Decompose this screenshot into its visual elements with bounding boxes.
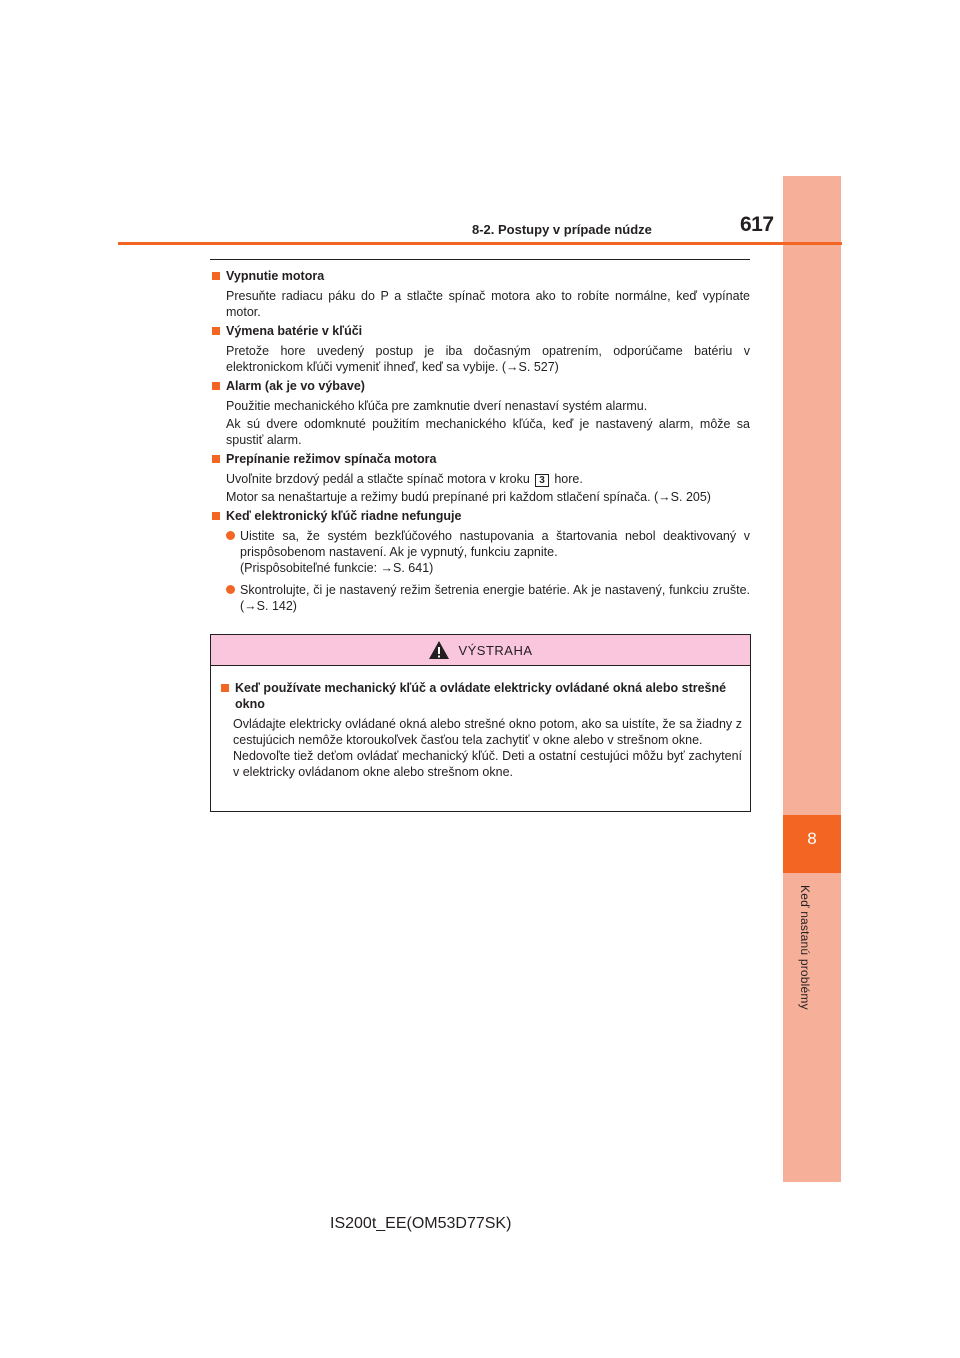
round-bullet-icon bbox=[226, 585, 235, 594]
section-text: Presuňte radiacu páku do P a stlačte spínač motora ako to robíte normálne, keď vypínate motor. bbox=[226, 289, 750, 319]
list-item: Uistite sa, že systém bezkľúčového nastupovania a štartovania nebol deaktivovaný v prispôsobenom nastavení. Ak je vypnutý, funkciu zapnite. (Prispôsobiteľné funkcie: →S. 641) bbox=[226, 528, 750, 576]
square-bullet-icon bbox=[221, 684, 229, 692]
section-text: Uvoľnite brzdový pedál a stlačte spínač motora v kroku 3 hore. bbox=[226, 472, 583, 486]
section-key-malfunction bbox=[210, 508, 750, 614]
content bbox=[210, 268, 750, 620]
step-reference: 3 bbox=[535, 474, 549, 487]
section-key-battery bbox=[210, 323, 750, 375]
content-rule bbox=[210, 259, 750, 260]
list-item: Skontrolujte, či je nastavený režim šetrenia energie batérie. Ak je nastavený, funkciu zrušte. (→S. 142) bbox=[226, 582, 750, 614]
section-engine-off bbox=[210, 268, 750, 320]
square-bullet-icon bbox=[212, 512, 220, 520]
section-heading: Keď elektronický kľúč riadne nefunguje bbox=[210, 508, 750, 524]
warning-title: VÝSTRAHA bbox=[458, 642, 533, 658]
side-tab bbox=[783, 176, 841, 1182]
square-bullet-icon bbox=[212, 455, 220, 463]
chapter-number: 8 bbox=[807, 829, 817, 848]
section-heading: Vypnutie motora bbox=[210, 268, 750, 284]
warning-box bbox=[210, 634, 751, 812]
warning-text: Nedovoľte tiež deťom ovládať mechanický kľúč. Deti a ostatní cestujúci môžu byť zachytení v elektricky ovládanom okne alebo strešnom okne. bbox=[233, 749, 742, 779]
square-bullet-icon bbox=[212, 382, 220, 390]
section-switch-modes bbox=[210, 451, 750, 505]
section-text: Pretože hore uvedený postup je iba dočasným opatrením, odporúčame batériu v elektronickom kľúči vymeniť ihneď, keď sa vybije. (→S. 527) bbox=[226, 344, 750, 374]
section-heading: Výmena batérie v kľúči bbox=[210, 323, 750, 339]
section-text: Ak sú dvere odomknuté použitím mechanického kľúča, keď je nastavený alarm, môže sa spustiť alarm. bbox=[226, 417, 750, 447]
warning-text: Ovládajte elektricky ovládané okná alebo strešné okno potom, ako sa uistíte, že sa žiadny z cestujúcich nemôže ktoroukoľvek časťou tela zachytiť v okne alebo v strešnom okne. bbox=[233, 717, 742, 747]
section-alarm bbox=[210, 378, 750, 448]
round-bullet-icon bbox=[226, 531, 235, 540]
warning-body bbox=[211, 666, 750, 780]
page-number: 617 bbox=[740, 213, 774, 236]
header-rule bbox=[118, 242, 842, 245]
section-text: Použitie mechanického kľúča pre zamknutie dverí nenastaví systém alarmu. bbox=[226, 399, 648, 413]
footer-code: IS200t_EE(OM53D77SK) bbox=[330, 1215, 512, 1232]
chapter-label: Keď nastanú problémy bbox=[798, 885, 812, 1010]
warning-header bbox=[211, 635, 750, 666]
section-text: Motor sa nenaštartuje a režimy budú prepínané pri každom stlačení spínača. (→S. 205) bbox=[226, 490, 711, 504]
square-bullet-icon bbox=[212, 327, 220, 335]
square-bullet-icon bbox=[212, 272, 220, 280]
header-title: 8-2. Postupy v prípade núdze bbox=[472, 222, 652, 237]
warning-heading: Keď používate mechanický kľúč a ovládate elektricky ovládané okná alebo strešné okno bbox=[219, 680, 742, 712]
warning-triangle-icon bbox=[428, 640, 450, 660]
section-heading: Prepínanie režimov spínača motora bbox=[210, 451, 750, 467]
section-heading: Alarm (ak je vo výbave) bbox=[210, 378, 750, 394]
